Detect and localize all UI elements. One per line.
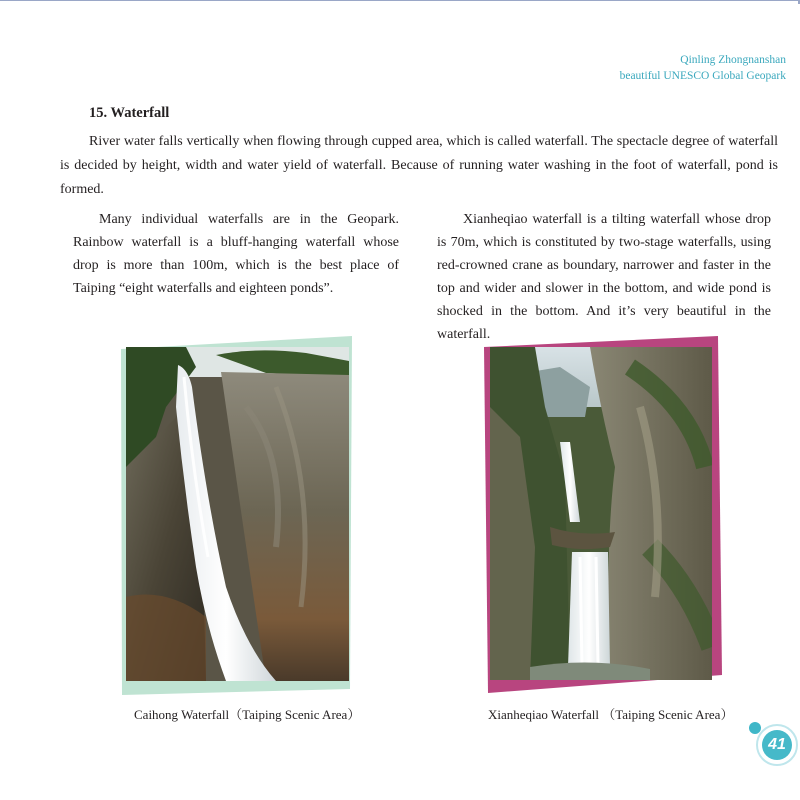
top-rule xyxy=(0,0,800,1)
xianheqiao-caption: Xianheqiao Waterfall （Taiping Scenic Area） xyxy=(488,707,734,722)
page-number: 41 xyxy=(762,730,792,760)
section-heading: 15. Waterfall xyxy=(89,105,170,121)
header-line-1: Qinling Zhongnanshan xyxy=(680,54,786,66)
intro-paragraph: River water falls vertically when flowing through cupped area, which is called waterfall. The spectacle degree of waterfall is decided by height, width and water yield of waterfall. Because of running water washing in the foot of waterfall, pond is formed. xyxy=(60,134,778,197)
caihong-waterfall-photo xyxy=(126,347,349,681)
running-header xyxy=(620,52,786,84)
header-line-2: beautiful UNESCO Global Geopark xyxy=(619,70,786,82)
page-number-badge xyxy=(756,724,798,766)
xianheqiao-waterfall-image xyxy=(490,347,712,680)
caihong-caption: Caihong Waterfall（Taiping Scenic Area） xyxy=(134,707,361,722)
xianheqiao-waterfall-photo xyxy=(490,347,712,680)
left-column-text: Many individual waterfalls are in the Geopark. Rainbow waterfall is a bluff-hanging waterfall whose drop is more than 100m, which is the best place of Taiping “eight waterfalls and eighteen ponds”. xyxy=(73,212,399,296)
right-column-text: Xianheqiao waterfall is a tilting waterfall whose drop is 70m, which is constituted by two-stage waterfalls, using red-crowned crane as boundary, narrower and faster in the top and wider and slower in the bottom, and wide pond is shocked in the bottom. And it’s very beautiful in the waterfall. xyxy=(437,212,771,342)
caihong-waterfall-image xyxy=(126,347,349,681)
